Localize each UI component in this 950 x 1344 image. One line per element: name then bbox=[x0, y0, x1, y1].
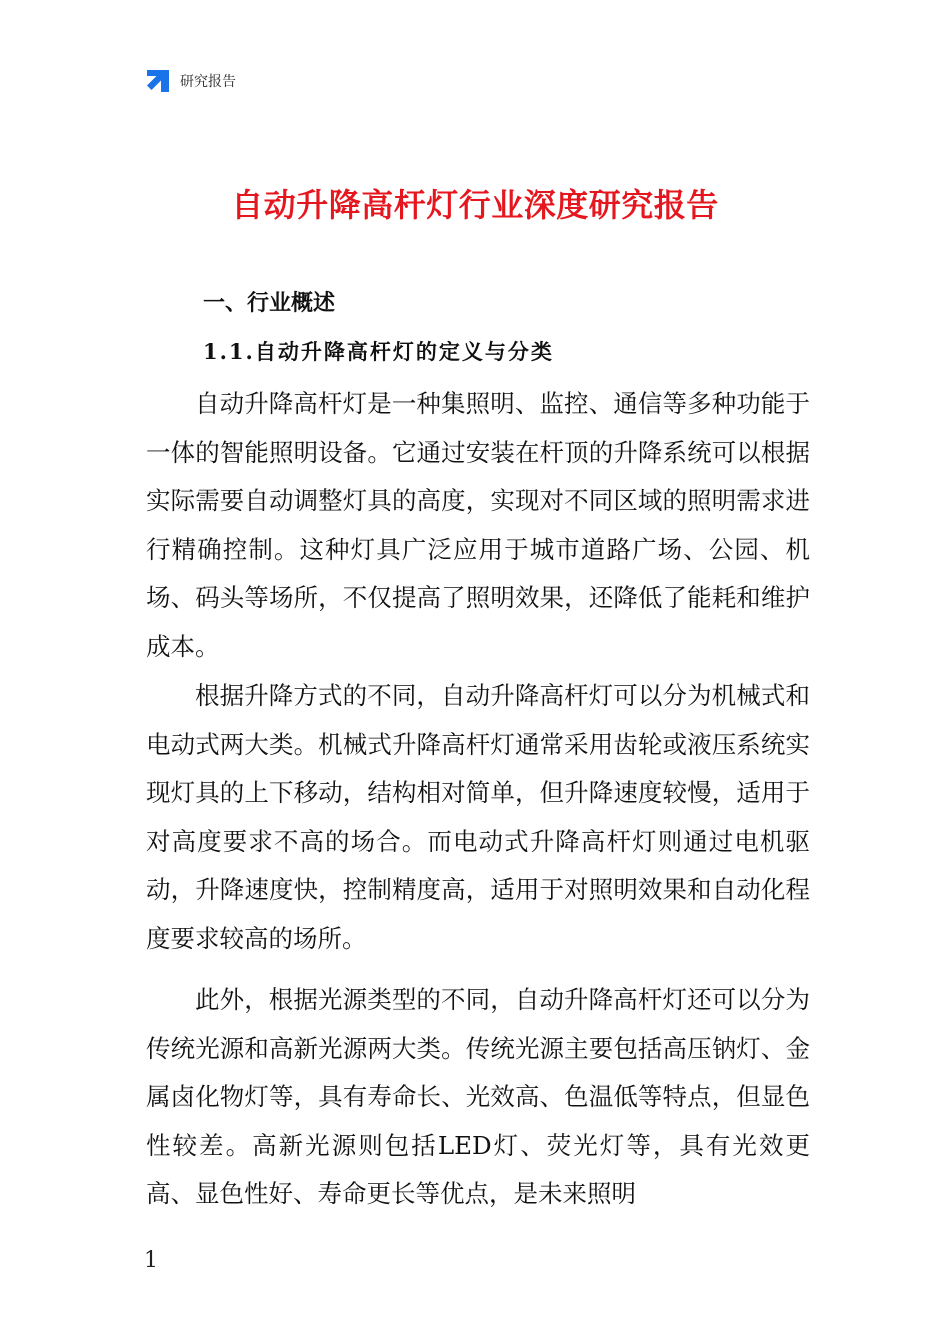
report-header bbox=[144, 66, 236, 96]
subsection-heading: 1.1.自动升降高杆灯的定义与分类 bbox=[203, 339, 554, 364]
page-number: 1 bbox=[144, 1248, 158, 1273]
arrow-up-right-icon bbox=[144, 67, 172, 95]
section-heading: 一、行业概述 bbox=[203, 291, 336, 316]
header-label: 研究报告 bbox=[180, 74, 236, 90]
body-paragraph: 根据升降方式的不同，自动升降高杆灯可以分为机械式和电动式两大类。机械式升降高杆灯通常采用齿轮或液压系统实现灯具的上下移动，结构相对简单，但升降速度较慢，适用于对高度要求不高的场合。而电动式升降高杆灯则通过电机驱动，升降速度快，控制精度高，适用于对照明效果和自动化程度要求较高的场所。 bbox=[146, 681, 810, 953]
body-paragraph: 此外，根据光源类型的不同，自动升降高杆灯还可以分为传统光源和高新光源两大类。传统光源主要包括高压钠灯、金属卤化物灯等，具有寿命长、光效高、色温低等特点，但显色性较差。高新光源则包括LED灯、荧光灯等，具有光效更高、显色性好、寿命更长等优点，是未来照明 bbox=[146, 985, 810, 1208]
body-paragraph: 自动升降高杆灯是一种集照明、监控、通信等多种功能于一体的智能照明设备。它通过安装在杆顶的升降系统可以根据实际需要自动调整灯具的高度，实现对不同区域的照明需求进行精确控制。这种灯具广泛应用于城市道路广场、公园、机场、码头等场所，不仅提高了照明效果，还降低了能耗和维护成本。 bbox=[146, 389, 810, 661]
document-title: 自动升降高杆灯行业深度研究报告 bbox=[231, 186, 719, 224]
